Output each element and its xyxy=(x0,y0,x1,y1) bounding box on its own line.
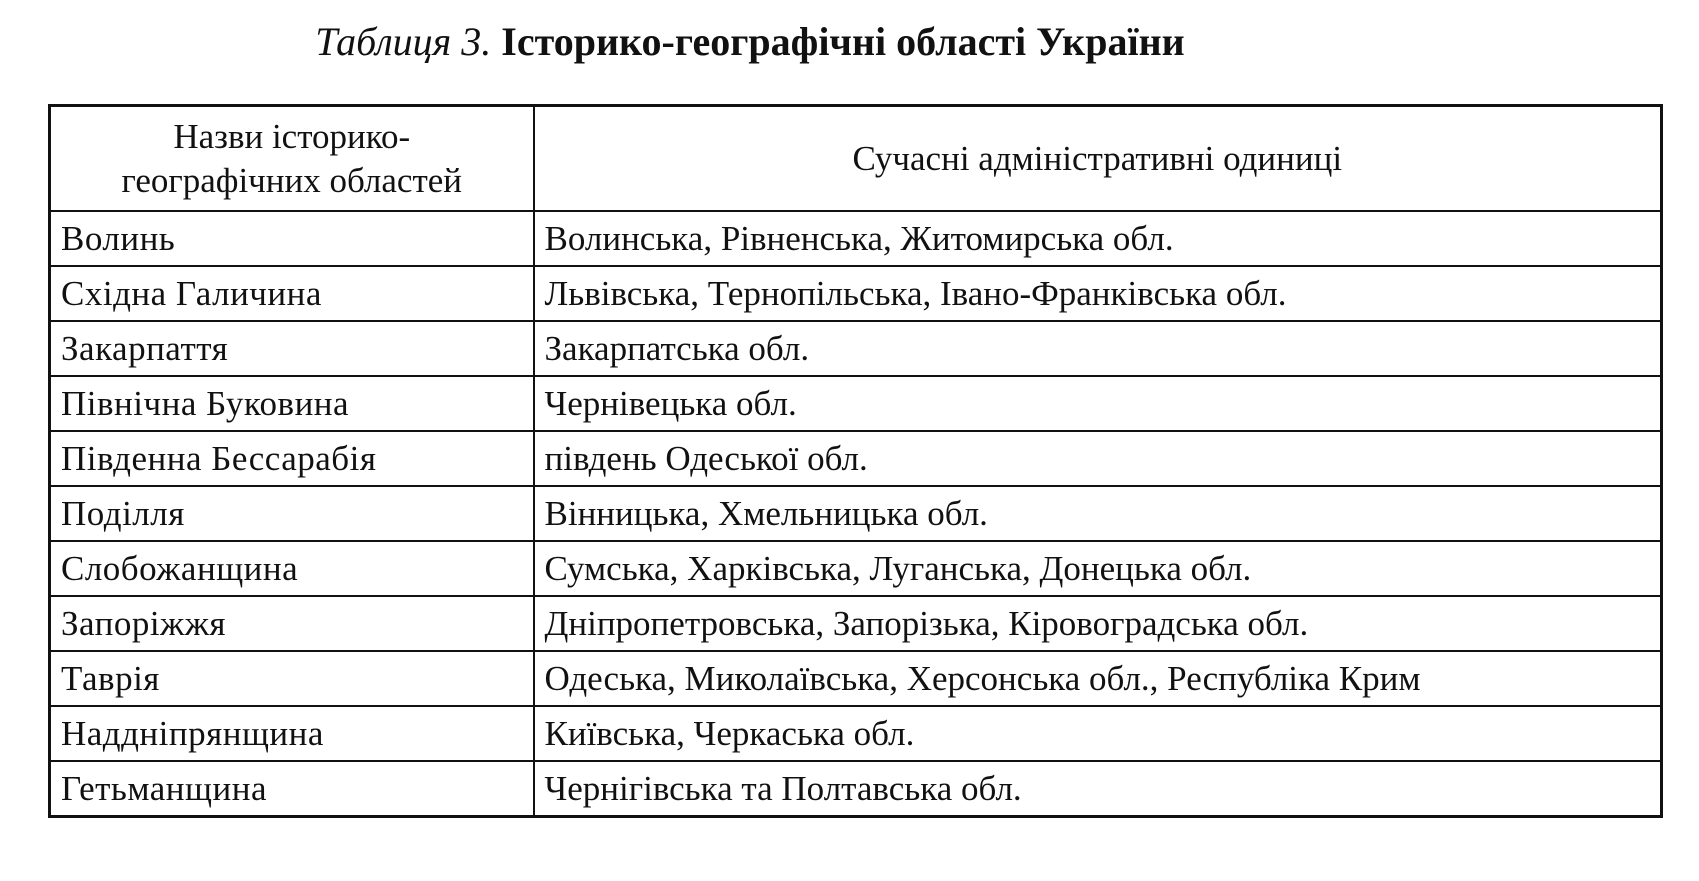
table-row xyxy=(50,266,1662,321)
region-name-cell: Запоріжжя xyxy=(50,596,534,651)
admin-units-cell: Волинська, Рівненська, Житомирська обл. xyxy=(534,211,1662,266)
admin-units-cell: південь Одеської обл. xyxy=(534,431,1662,486)
region-name-cell: Східна Галичина xyxy=(50,266,534,321)
caption-title: Історико-географічні області України xyxy=(501,19,1185,64)
table-row xyxy=(50,541,1662,596)
region-name-cell: Волинь xyxy=(50,211,534,266)
region-name-cell: Слобожанщина xyxy=(50,541,534,596)
header-region-name: Назви історико-географічних областей xyxy=(50,106,534,212)
admin-units-cell: Дніпропетровська, Запорізька, Кіровоградська обл. xyxy=(534,596,1662,651)
table-row xyxy=(50,486,1662,541)
admin-units-cell: Сумська, Харківська, Луганська, Донецька обл. xyxy=(534,541,1662,596)
admin-units-cell: Одеська, Миколаївська, Херсонська обл., Республіка Крим xyxy=(534,651,1662,706)
table-row xyxy=(50,376,1662,431)
table-row xyxy=(50,431,1662,486)
region-name-cell: Закарпаття xyxy=(50,321,534,376)
table-caption xyxy=(0,14,1500,70)
table-row xyxy=(50,651,1662,706)
admin-units-cell: Чернівецька обл. xyxy=(534,376,1662,431)
table-row xyxy=(50,761,1662,817)
region-name-cell: Поділля xyxy=(50,486,534,541)
region-name-cell: Таврія xyxy=(50,651,534,706)
admin-units-cell: Київська, Черкаська обл. xyxy=(534,706,1662,761)
regions-table xyxy=(48,104,1663,818)
admin-units-cell: Закарпатська обл. xyxy=(534,321,1662,376)
caption-label: Таблиця 3. xyxy=(315,19,492,64)
region-name-cell: Наддніпрянщина xyxy=(50,706,534,761)
region-name-cell: Гетьманщина xyxy=(50,761,534,817)
region-name-cell: Південна Бессарабія xyxy=(50,431,534,486)
header-admin-units: Сучасні адміністративні одиниці xyxy=(534,106,1662,212)
table-row xyxy=(50,321,1662,376)
header-row xyxy=(50,106,1662,212)
table-row xyxy=(50,596,1662,651)
admin-units-cell: Чернігівська та Полтавська обл. xyxy=(534,761,1662,817)
admin-units-cell: Вінницька, Хмельницька обл. xyxy=(534,486,1662,541)
table-row xyxy=(50,706,1662,761)
table-row xyxy=(50,211,1662,266)
admin-units-cell: Львівська, Тернопільська, Івано-Франківська обл. xyxy=(534,266,1662,321)
region-name-cell: Північна Буковина xyxy=(50,376,534,431)
